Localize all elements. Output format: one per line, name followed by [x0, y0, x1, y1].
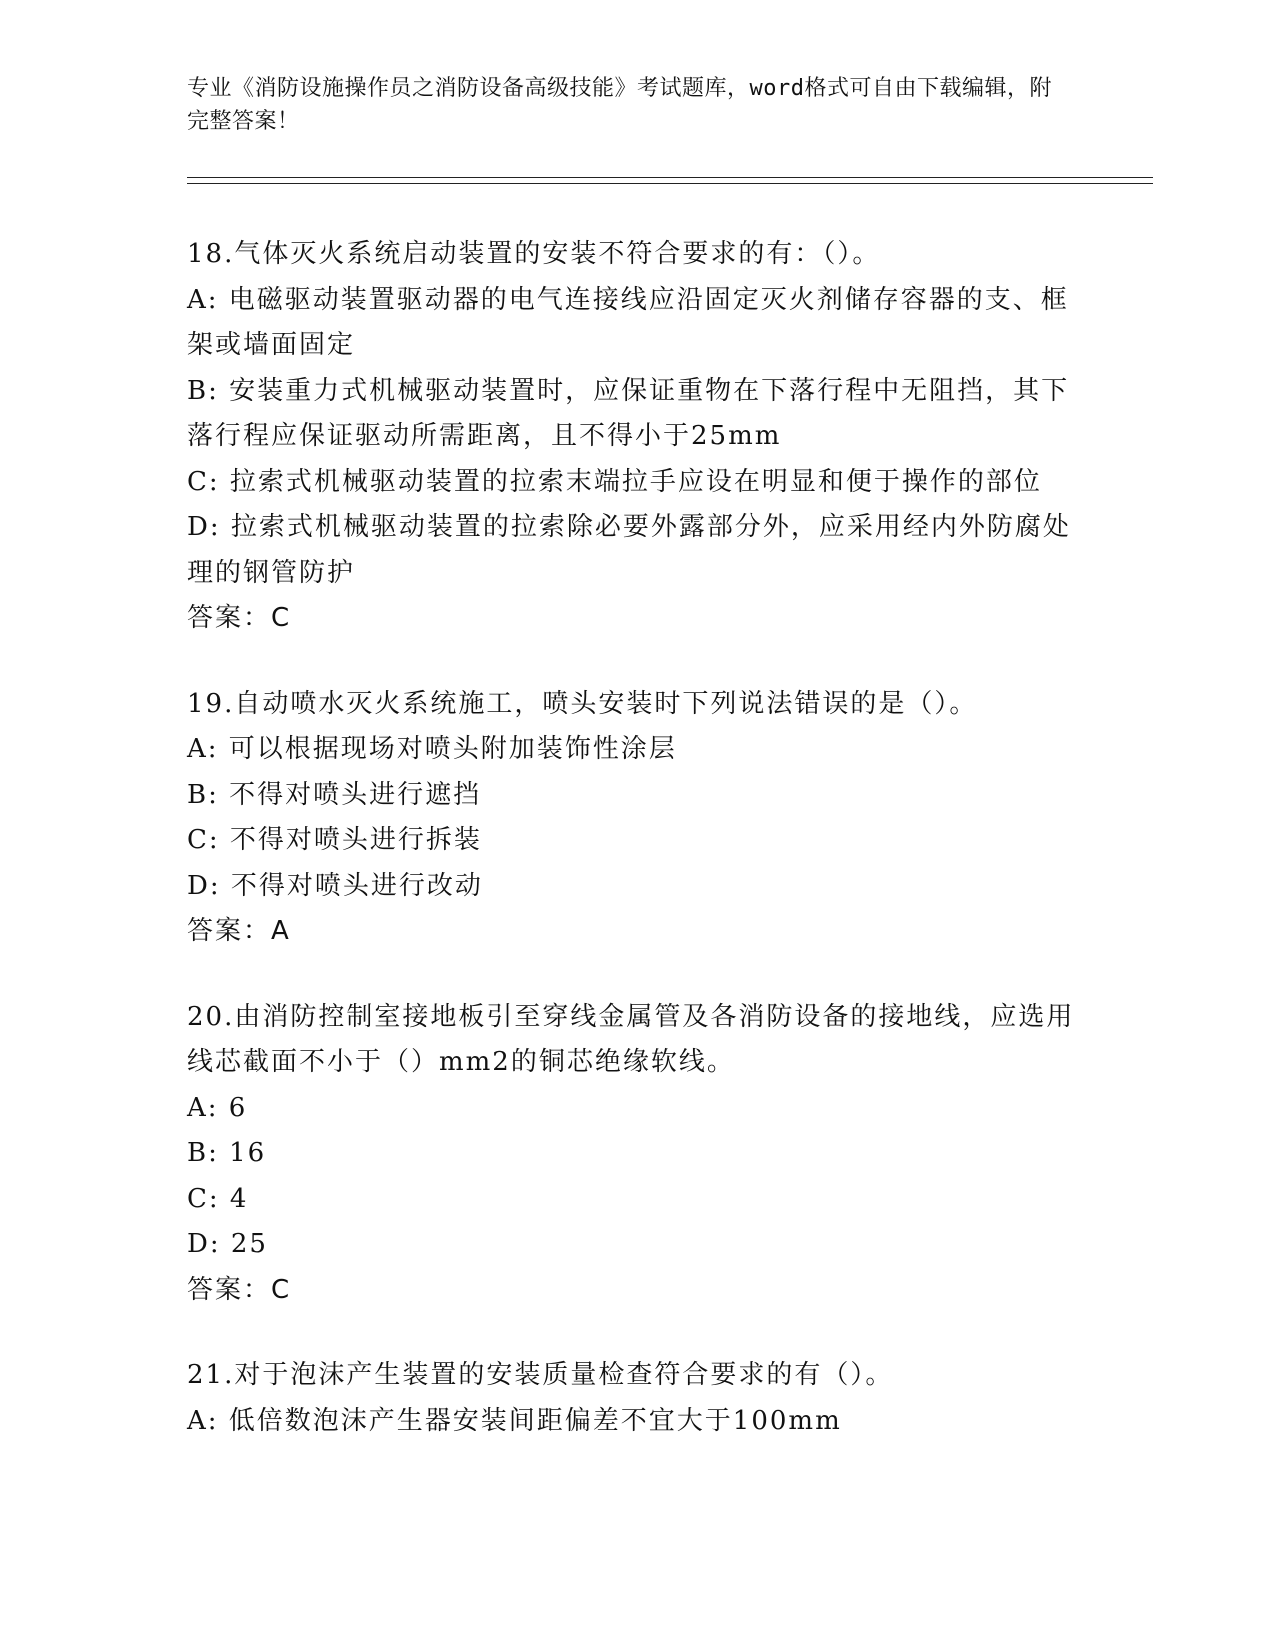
option-d: D: 25 — [187, 1229, 268, 1259]
answer: 答案：A — [187, 916, 291, 946]
question-18 — [187, 232, 1077, 642]
question-20 — [187, 995, 1077, 1314]
option-b: B: 安装重力式机械驱动装置时，应保证重物在下落行程中无阻挡，其下落行程应保证驱动所需距离，且不得小于25mm — [187, 375, 1070, 451]
question-stem: 20.由消防控制室接地板引至穿线金属管及各消防设备的接地线，应选用线芯截面不小于（）mm2的铜芯绝缘软线。 — [187, 1001, 1075, 1077]
option-b: B: 16 — [187, 1138, 267, 1168]
option-c: C: 拉索式机械驱动装置的拉索末端拉手应设在明显和便于操作的部位 — [187, 466, 1042, 497]
header-rule-top — [187, 177, 1153, 178]
question-stem: 21.对于泡沫产生装置的安装质量检查符合要求的有（）。 — [187, 1360, 894, 1390]
option-c: C: 4 — [187, 1183, 249, 1214]
header-rule-bottom — [187, 183, 1153, 184]
question-stem: 18.气体灭火系统启动装置的安装不符合要求的有：（）。 — [187, 239, 881, 269]
option-a: A: 低倍数泡沫产生器安装间距偏差不宜大于100mm — [187, 1405, 842, 1436]
question-list — [187, 232, 1077, 1484]
option-d: D: 拉索式机械驱动装置的拉索除必要外露部分外，应采用经内外防腐处理的钢管防护 — [187, 512, 1071, 588]
question-stem: 19.自动喷水灭火系统施工，喷头安装时下列说法错误的是（）。 — [187, 688, 978, 719]
header-note: 专业《消防设施操作员之消防设备高级技能》考试题库，word格式可自由下载编辑，附完整答案！ — [187, 76, 1052, 134]
answer: 答案：C — [187, 1274, 292, 1305]
option-a: A: 电磁驱动装置驱动器的电气连接线应沿固定灭火剂储存容器的支、框架或墙面固定 — [187, 284, 1069, 360]
answer: 答案：C — [187, 603, 292, 633]
option-c: C: 不得对喷头进行拆装 — [187, 825, 482, 855]
option-d: D: 不得对喷头进行改动 — [187, 870, 483, 901]
question-19 — [187, 682, 1077, 955]
option-a: A: 可以根据现场对喷头附加装饰性涂层 — [187, 734, 677, 764]
option-b: B: 不得对喷头进行遮挡 — [187, 779, 482, 810]
option-a: A: 6 — [187, 1092, 248, 1123]
question-21 — [187, 1353, 1077, 1444]
